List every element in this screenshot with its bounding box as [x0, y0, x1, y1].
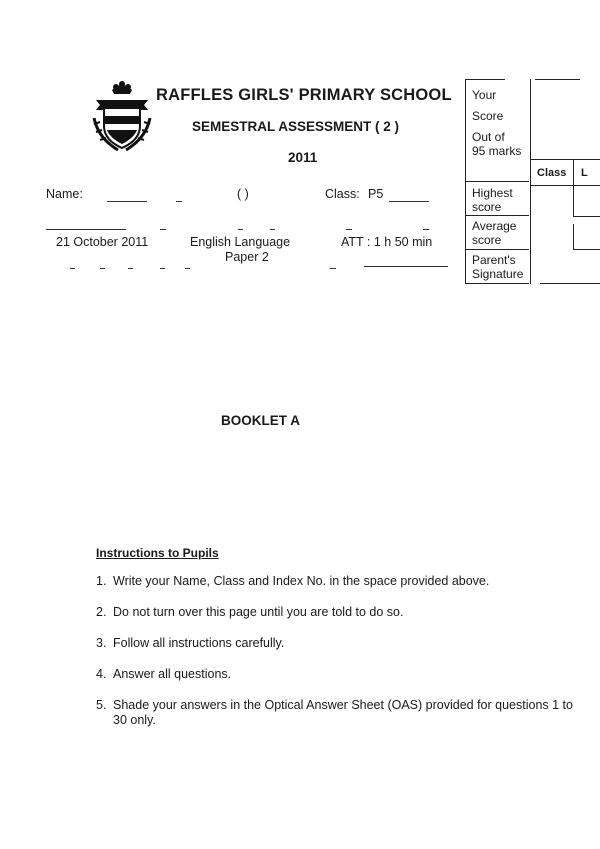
- score-box-top: [465, 79, 505, 80]
- score-box-row-line: [465, 181, 529, 182]
- parent-signature-label-1: Parent's: [472, 253, 516, 267]
- instruction-number: 1.: [96, 574, 107, 588]
- separator-dash: [128, 268, 133, 269]
- score-box-row-line: [574, 216, 600, 217]
- separator-dash: [100, 268, 105, 269]
- separator-dash: [330, 268, 336, 269]
- your-score-label-2: Score: [472, 109, 504, 123]
- name-label: Name:: [46, 187, 83, 201]
- score-box-row-line: [465, 249, 529, 250]
- instruction-text: Write your Name, Class and Index No. in the space provided above.: [113, 574, 490, 588]
- index-number-brackets[interactable]: ( ): [237, 187, 249, 201]
- out-of-label-1: Out of: [472, 130, 505, 144]
- out-of-label-2: 95 marks: [472, 144, 522, 158]
- score-box-top-2: [535, 79, 580, 80]
- separator-dash: [238, 229, 243, 230]
- level-column-header: L: [581, 167, 588, 179]
- score-box-bottom: [465, 283, 529, 284]
- class-column-header: Class: [537, 167, 567, 179]
- separator-dash: [70, 268, 75, 269]
- score-box-row-line: [530, 159, 600, 160]
- school-name: RAFFLES GIRLS' PRIMARY SCHOOL: [156, 86, 452, 104]
- class-label: Class:: [325, 187, 360, 201]
- score-box-divider-3: [573, 224, 574, 250]
- assessment-title: SEMESTRAL ASSESSMENT ( 2 ): [192, 119, 400, 134]
- parent-signature-label-2: Signature: [472, 267, 524, 281]
- score-box-row-line: [574, 249, 600, 250]
- score-box-bottom-2: [540, 283, 600, 284]
- separator-dash: [346, 229, 352, 230]
- separator-dash: [185, 268, 190, 269]
- school-crest-icon: [90, 78, 154, 154]
- separator-dash: [160, 268, 165, 269]
- separator-dash: [423, 229, 429, 230]
- instruction-number: 5.: [96, 698, 107, 712]
- subject: English Language: [190, 235, 291, 249]
- booklet-title: BOOKLET A: [221, 413, 300, 428]
- highest-score-label-2: score: [472, 200, 502, 214]
- instruction-number: 3.: [96, 636, 107, 650]
- separator-dash: [160, 229, 166, 230]
- score-box-row-line: [465, 215, 529, 216]
- instruction-text: Follow all instructions carefully.: [113, 636, 285, 650]
- paper-number: Paper 2: [225, 250, 269, 264]
- instruction-text: Answer all questions.: [113, 667, 232, 681]
- time-allowed: ATT : 1 h 50 min: [341, 235, 433, 249]
- highest-score-label-1: Highest: [472, 186, 513, 200]
- instruction-item: [96, 636, 576, 651]
- your-score-label-1: Your: [472, 88, 497, 102]
- separator-dash: [270, 229, 275, 230]
- class-value: P5: [368, 187, 384, 201]
- assessment-year: 2011: [288, 150, 318, 165]
- average-score-label-1: Average: [472, 219, 517, 233]
- instructions-list: [96, 574, 576, 728]
- instruction-item: [96, 574, 576, 589]
- instruction-item: [96, 667, 576, 682]
- instruction-item: [96, 698, 576, 728]
- instruction-item: [96, 605, 576, 620]
- score-box-divider-2: [573, 159, 574, 217]
- name-blank-line-2: [176, 201, 182, 202]
- class-blank-line[interactable]: [389, 201, 429, 202]
- separator-dash: [46, 229, 126, 230]
- instructions-title: Instructions to Pupils: [96, 546, 219, 560]
- att-underline: [364, 266, 448, 267]
- score-box-divider: [530, 79, 531, 284]
- instruction-text: Shade your answers in the Optical Answer Sheet (OAS) provided for questions 1 to 30 only.: [113, 698, 573, 727]
- name-blank-line[interactable]: [107, 201, 147, 202]
- instruction-number: 2.: [96, 605, 107, 619]
- instruction-number: 4.: [96, 667, 107, 681]
- exam-date: 21 October 2011: [56, 235, 149, 249]
- average-score-label-2: score: [472, 233, 502, 247]
- instruction-text: Do not turn over this page until you are told to do so.: [113, 605, 404, 619]
- score-box-row-line: [530, 185, 600, 186]
